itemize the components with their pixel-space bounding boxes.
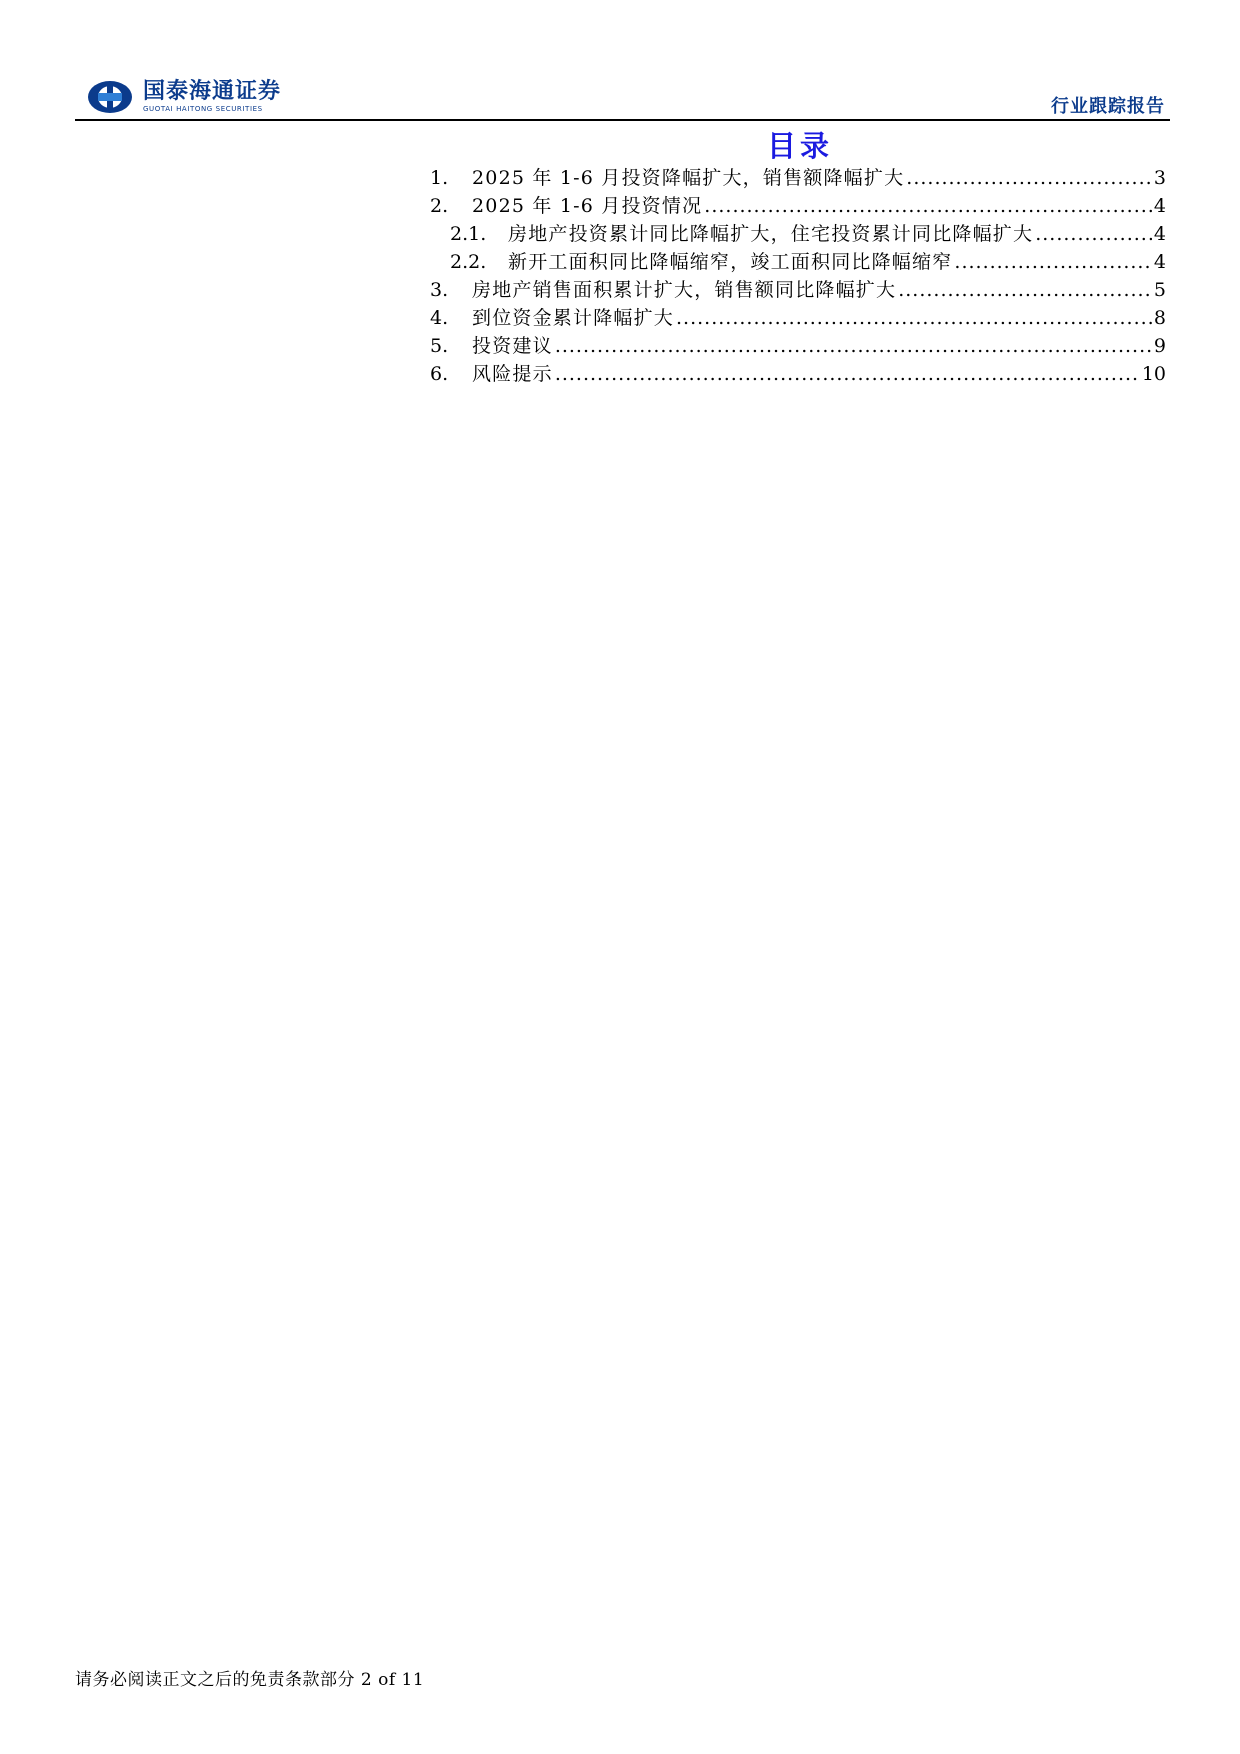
toc-entry[interactable] [430,191,1166,219]
toc-entry-number: 6. [430,363,449,385]
toc-entry-page: 4 [1153,223,1166,245]
toc-entry[interactable] [430,275,1166,303]
toc-entry-number: 1. [430,167,449,189]
toc-leader-dots [676,307,1152,329]
toc-entry-text: 2025 年 1-6 月投资情况 [472,195,703,217]
toc-entry-page: 10 [1141,363,1166,385]
toc-entry[interactable] [430,359,1166,387]
toc-leader-dots [1035,223,1152,245]
toc-entry-number: 2.1. [450,223,487,245]
toc-entry-text: 2025 年 1-6 月投资降幅扩大，销售额降幅扩大 [472,167,905,189]
toc-entry-number: 5. [430,335,449,357]
page-header [75,76,1170,120]
toc-entry-number: 4. [430,307,449,329]
toc-entry-page: 4 [1153,251,1166,273]
logo-english-name: GUOTAI HAITONG SECURITIES [143,105,263,113]
toc-entry-page: 5 [1153,279,1166,301]
toc-entry-page: 4 [1153,195,1166,217]
report-type-label: 行业跟踪报告 [1051,96,1165,117]
toc-entry-number: 2. [430,195,449,217]
logo-chinese-name: 国泰海通证券 [143,79,282,104]
toc-entry-text: 投资建议 [472,335,553,357]
toc-subentry[interactable] [430,247,1166,275]
toc-entry-number: 3. [430,279,449,301]
toc-entry-page: 9 [1153,335,1166,357]
toc-entry[interactable] [430,303,1166,331]
toc-title: 目录 [766,129,833,163]
toc-entry[interactable] [430,331,1166,359]
toc-entry-page: 3 [1153,167,1166,189]
toc-leader-dots [555,335,1152,357]
toc-leader-dots [906,167,1152,189]
toc-entry-text: 房地产投资累计同比降幅扩大，住宅投资累计同比降幅扩大 [508,223,1034,245]
toc-leader-dots [898,279,1152,301]
toc-entry-page: 8 [1153,307,1166,329]
company-logo [87,80,281,114]
toc-entry-text: 新开工面积同比降幅缩窄，竣工面积同比降幅缩窄 [508,251,953,273]
toc-leader-dots [954,251,1152,273]
logo-icon [87,80,133,114]
toc-leader-dots [555,363,1140,385]
toc-entry-text: 风险提示 [472,363,553,385]
toc-subentry[interactable] [430,219,1166,247]
table-of-contents [430,163,1166,387]
toc-entry-text: 房地产销售面积累计扩大，销售额同比降幅扩大 [472,279,897,301]
toc-leader-dots [704,195,1152,217]
toc-entry[interactable] [430,163,1166,191]
toc-entry-number: 2.2. [450,251,487,273]
toc-entry-text: 到位资金累计降幅扩大 [472,307,675,329]
header-divider [75,119,1170,121]
page-footer-disclaimer: 请务必阅读正文之后的免责条款部分 2 of 11 [75,1670,425,1690]
